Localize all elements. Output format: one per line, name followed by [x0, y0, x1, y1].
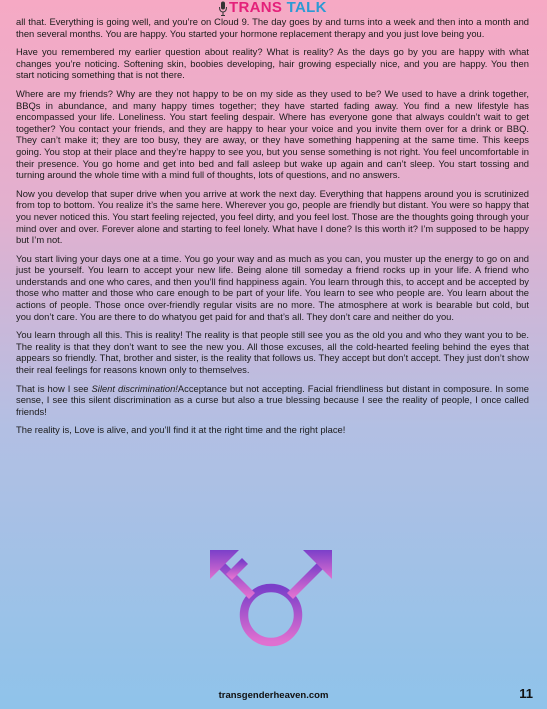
paragraph-5: You start living your days one at a time. You go your way and as much as you can, you muster up the energy to go on and just be yourself. You learn to accept your new life. Being alone till someday a friend rocks up in your life. A friend who understands and one who cares, and then you’ll find happiness again. You learn through this, to accept and be accepted by those who matter and those who care enough to be part of your life. You learn to see who people are. You learn about the actions of people. Those once over-friendly regular visits are no more. The atmosphere at work is bearable but cold, but you don’t care. You are there to do whatyou get paid for and that’s all. They don’t care and neither do you.: [16, 252, 529, 322]
paragraph-7: [16, 383, 529, 418]
paragraph-1: all that. Everything is going well, and you’re on Cloud 9. The day goes by and turns into a week and then into a month and then several months. You are happy. You started your hormone replacement therapy and you just love being you.: [16, 16, 529, 39]
paragraph-6: You learn through all this. This is reality! The reality is that people still see you as the old you and who they want you to be. The reality is that they don’t want to see the new you. All those excuses, all the cold-hearted feeling behind the eyes that appears so friendly. That, brother and sister, is the reality that follows us. They accept but don’t accept. They just don’t show their real feelings for reasons known only to themselves.: [16, 329, 529, 376]
footer-website: transgenderheaven.com: [218, 690, 329, 701]
final-line: The reality is, Love is alive, and you’ll find it at the right time and the right place!: [16, 424, 346, 436]
page-number: 11: [519, 686, 533, 701]
paragraph-2: Have you remembered my earlier question about reality? What is reality? As the days go by you are happy with what changes you’re noticing. Softening skin, boobies developing, hair growing especially nice, and you are happy. You then start noticing something that is not there.: [16, 46, 529, 81]
paragraph-4: Now you develop that super drive when you arrive at work the next day. Everything that happens around you is scrutinized from top to bottom. You realize it’s the same here. Wherever you go, people are friendly but distant. You were so happy that you never noticed this. You start feeling rejected, you feel dirty, and you feel lost. Those are the thoughts going through your mind over and over. Forever alone and starting to feel lonely. What have I done? Is this worth it? I’m supposed to be happy but I’m not.: [16, 187, 529, 246]
paragraph-3: Where are my friends? Why are they not happy to be on my side as they used to be? We used to have a drink together, BBQs in abundance, and many happy times together; they have started fading away. You find a new lifestyle has encompassed your life. Loneliness. You start feeling despair. Where has everyone gone that always couldn’t wait to get together? You contact your friends, and they are happy to hear your voice and you invite them over for a drink or BBQ. They can’t make it; they are too busy, they are away, or they have something happening at the same time. This keeps going. You stop at their place and they’re happy to see you, but you sense something is not right. You feel uncomfortable in their presence. You go home and get into bed and fall asleep but wake up again and can’t sleep. You start tossing and turning around the whole time with a mind full of thoughts, lots of questions, and no answers.: [16, 87, 529, 181]
logo: [229, 0, 327, 17]
closing-emphasis: Silent discrimination!: [91, 382, 178, 394]
article-body: [16, 16, 529, 443]
closing-lead: That is how I see: [16, 382, 92, 394]
logo-word-trans: TRANS: [229, 0, 283, 16]
logo-word-talk: TALK: [286, 0, 327, 16]
microphone-icon: [218, 1, 228, 17]
closing-rest: Acceptance but not accepting. Facial friendliness but distant in composure. In some sense, I see this silent discrimination as a curse but also a true blessing because I see the reality of people, I once called friends!: [16, 382, 529, 417]
transgender-symbol-icon: [205, 545, 337, 693]
